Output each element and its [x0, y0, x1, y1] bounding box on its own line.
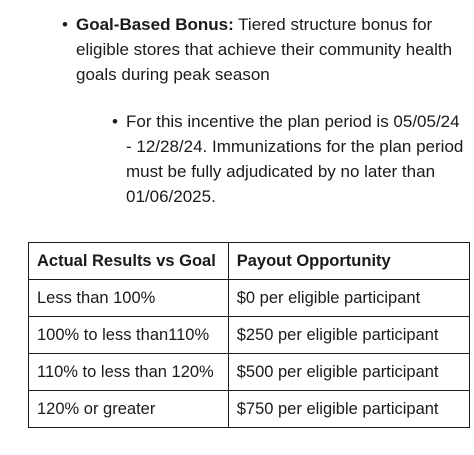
payout-cell: $500 per eligible participant: [228, 354, 469, 391]
bullet-text: [76, 12, 462, 87]
results-cell: Less than 100%: [29, 280, 229, 317]
plan-period-bullet: [112, 109, 464, 209]
results-cell: 120% or greater: [29, 391, 229, 428]
payout-cell: $0 per eligible participant: [228, 280, 469, 317]
header-payout-opportunity: Payout Opportunity: [228, 243, 469, 280]
goal-based-bonus-bullet: [62, 12, 462, 87]
table-header-row: [29, 243, 470, 280]
bullet-dot: •: [62, 15, 68, 34]
table-row: [29, 391, 470, 428]
bullet-description: Tiered structure bonus for eligible stores that achieve their community health goals during peak season: [76, 15, 453, 84]
header-actual-results: Actual Results vs Goal: [29, 243, 229, 280]
payout-cell: $750 per eligible participant: [228, 391, 469, 428]
table-row: [29, 354, 470, 391]
payout-table: [28, 242, 470, 428]
payout-cell: $250 per eligible participant: [228, 317, 469, 354]
table-row: [29, 280, 470, 317]
table-row: [29, 317, 470, 354]
results-cell: 100% to less than110%: [29, 317, 229, 354]
plan-period-text: For this incentive the plan period is 05/05/24 - 12/28/24. Immunizations for the plan period must be fully adjudicated by no later than 01/06/2025.: [126, 112, 464, 206]
bullet-label: Goal-Based Bonus:: [76, 15, 234, 34]
bullet-dot: •: [112, 112, 118, 131]
results-cell: 110% to less than 120%: [29, 354, 229, 391]
